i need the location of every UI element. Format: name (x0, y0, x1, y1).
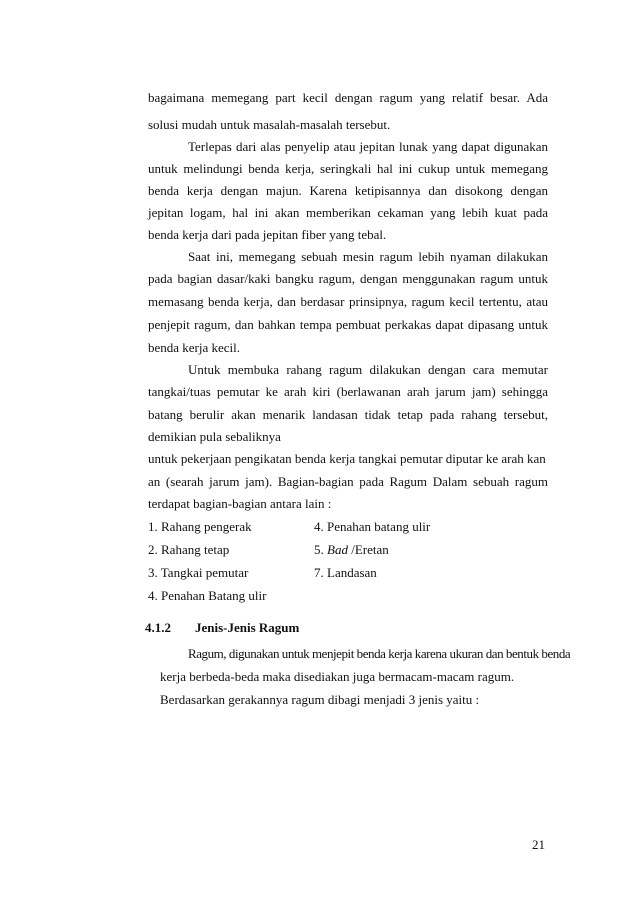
section-line-2: kerja berbeda-beda maka disediakan juga bermacam-macam ragum. (160, 669, 515, 684)
section-number: 4.1.2 (145, 620, 171, 635)
paragraph-3-line-2: pada bagian dasar/kaki bangku ragum, dengan menggunakan ragum untuk (148, 271, 548, 286)
section-line-1: Ragum, digunakan untuk menjepit benda kerja karena ukuran dan bentuk benda (188, 646, 571, 661)
parts-list-right-item (314, 564, 377, 582)
parts-list-left-item: 2. Rahang tetap (148, 542, 230, 557)
paragraph-3-line-5: benda kerja kecil. (148, 340, 241, 355)
parts-list-right-text: 5. (314, 542, 327, 557)
page-number: 21 (532, 837, 545, 852)
section-line-3: Berdasarkan gerakannya ragum dibagi menjadi 3 jenis yaitu : (160, 692, 480, 707)
paragraph-4-line-7: terdapat bagian-bagian antara lain : (148, 496, 332, 511)
paragraph-4-line-4: demikian pula sebaliknya (148, 429, 281, 444)
paragraph-1-line-1: bagaimana memegang part kecil dengan ragum yang relatif besar. Ada (148, 90, 548, 105)
parts-list-left-item: 1. Rahang pengerak (148, 519, 252, 534)
parts-list-right-italic: Bad (327, 542, 348, 557)
paragraph-4-line-2: tangkai/tuas pemutar ke arah kiri (berlawanan arah jarum jam) sehingga (148, 384, 548, 399)
paragraph-4-line-6: an (searah jarum jam). Bagian-bagian pada Ragum Dalam sebuah ragum (148, 474, 548, 489)
paragraph-3-line-3: memasang benda kerja, dan berdasar prinsipnya, ragum kecil tertentu, atau (148, 294, 548, 309)
paragraph-2-line-5: benda kerja dari pada jepitan fiber yang tebal. (148, 227, 387, 242)
paragraph-2-line-2: untuk melindungi benda kerja, seringkali hal ini cukup untuk memegang (148, 161, 548, 176)
parts-list-left-item: 4. Penahan Batang ulir (148, 588, 267, 603)
paragraph-4-line-3: batang berulir akan menarik landasan tidak tetap pada rahang tersebut, (148, 407, 548, 422)
section-heading (145, 620, 299, 636)
paragraph-4-line-1: Untuk membuka rahang ragum dilakukan dengan cara memutar (188, 362, 548, 377)
paragraph-3-line-1: Saat ini, memegang sebuah mesin ragum lebih nyaman dilakukan (188, 249, 548, 264)
paragraph-2-line-3: benda kerja dengan majun. Karena ketipisannya dan disokong dengan (148, 183, 548, 198)
parts-list-right-suffix: /Eretan (347, 542, 389, 557)
paragraph-1-line-2: solusi mudah untuk masalah-masalah tersebut. (148, 117, 391, 132)
paragraph-3-line-4: penjepit ragum, dan bahkan tempa pembuat perkakas dapat dipasang untuk (148, 317, 548, 332)
paragraph-2-line-4: jepitan logam, hal ini akan memberikan cekaman yang lebih kuat pada (148, 205, 548, 220)
paragraph-4-line-5: untuk pekerjaan pengikatan benda kerja tangkai pemutar diputar ke arah kan (148, 451, 546, 466)
parts-list-right-item (314, 541, 389, 559)
parts-list-right-text: 7. Landasan (314, 565, 377, 580)
parts-list-right-text: 4. Penahan batang ulir (314, 519, 431, 534)
paragraph-2-line-1: Terlepas dari alas penyelip atau jepitan lunak yang dapat digunakan (188, 139, 548, 154)
parts-list-left-item: 3. Tangkai pemutar (148, 565, 249, 580)
parts-list-right-item (314, 518, 430, 536)
section-title: Jenis-Jenis Ragum (195, 620, 300, 635)
